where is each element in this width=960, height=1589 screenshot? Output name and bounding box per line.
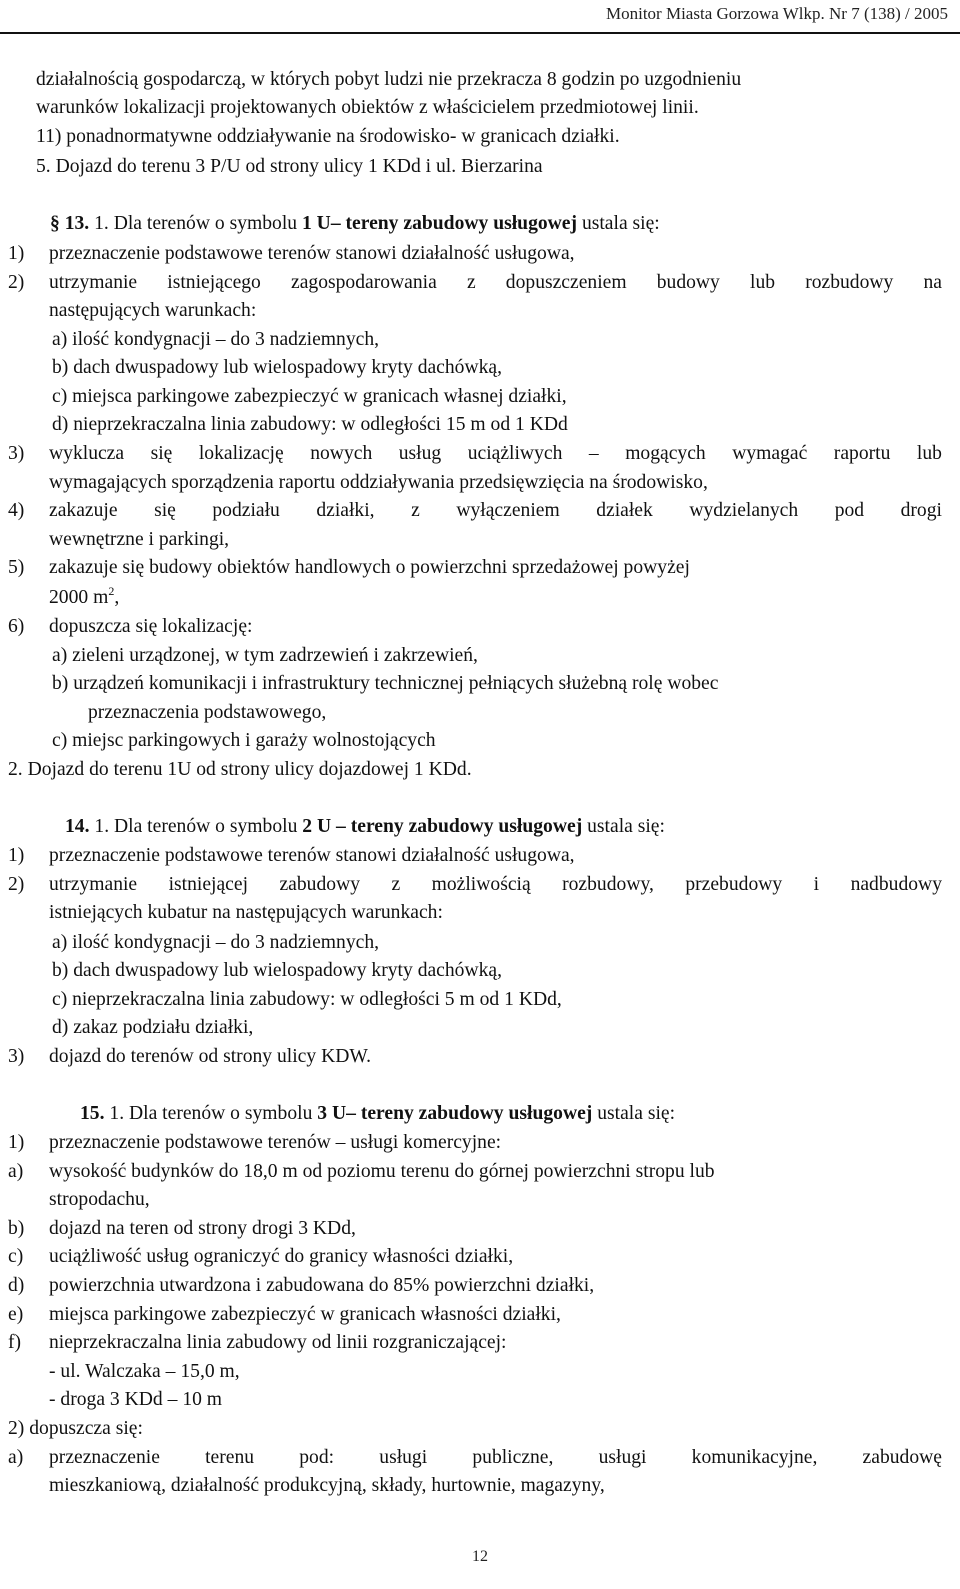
word: – — [588, 443, 599, 464]
word: publiczne, — [472, 1447, 554, 1468]
list-item: wysokość budynków do 18,0 m od poziomu terenu do górnej powierzchni stropu lub — [49, 1161, 715, 1182]
word: komunikacyjne, — [691, 1447, 818, 1468]
word: lokalizację — [198, 443, 284, 464]
sub-item: a) ilość kondygnacji – do 3 nadziemnych, — [52, 329, 380, 350]
word: drogi — [900, 500, 942, 521]
word: możliwością — [431, 874, 531, 895]
section-number: § 13. — [50, 213, 90, 234]
word: utrzymanie — [49, 272, 138, 293]
list-item-cont: 2000 $m^2$, — [49, 584, 120, 608]
list-item: nieprzekraczalna linia zabudowy od linii rozgraniczającej: — [49, 1332, 507, 1353]
sub-item: a) zieleni urządzonej, w tym zadrzewień i zakrzewień, — [52, 645, 478, 666]
zone-symbol: 3 U– tereny zabudowy usługowej — [317, 1103, 593, 1124]
list-item: przeznaczenie podstawowe terenów stanowi działalność usługowa, — [49, 243, 575, 264]
sub-item: c) nieprzekraczalna linia zabudowy: w odległości 5 m od 1 KDd, — [52, 989, 562, 1010]
sub-item: - droga 3 KDd – 10 m — [49, 1389, 223, 1410]
sub-item: b) dach dwuspadowy lub wielospadowy kryty dachówką, — [52, 357, 503, 378]
intro-line: warunków lokalizacji projektowanych obiektów z właścicielem przedmiotowej linii. — [36, 97, 699, 118]
word: się — [154, 500, 176, 521]
list-item: dojazd do terenów od strony ulicy KDW. — [49, 1046, 371, 1067]
list-item: przeznaczenie podstawowe terenów – usługi komercyjne: — [49, 1132, 502, 1153]
list-item: przeznaczenie podstawowe terenów stanowi działalność usługowa, — [49, 845, 575, 866]
word: zabudowy — [279, 874, 361, 895]
sub-item: c) miejsca parkingowe zabezpieczyć w granicach własnej działki, — [52, 386, 567, 407]
list-item — [49, 1446, 942, 1470]
list-item-cont: wymagających sporządzenia raportu oddziaływania przedsięwzięcia na środowisko, — [49, 472, 708, 493]
list-item: dopuszcza się lokalizację: — [49, 616, 253, 637]
word: zabudowę — [862, 1447, 942, 1468]
word: terenu — [205, 1447, 255, 1468]
sub-item: d) zakaz podziału działki, — [52, 1017, 254, 1038]
list-item-cont: istniejących kubatur na następujących warunkach: — [49, 902, 443, 923]
list-item-number: 1) — [8, 1132, 25, 1153]
word: lub — [916, 443, 942, 464]
sub-item: a) ilość kondygnacji – do 3 nadziemnych, — [52, 932, 380, 953]
word: wydzielanych — [689, 500, 799, 521]
list-item-number: 1) — [8, 845, 25, 866]
word: na — [923, 272, 942, 293]
list-item: zakazuje się budowy obiektów handlowych o powierzchni sprzedażowej powyżej — [49, 557, 690, 578]
list-item-number: 2) — [8, 272, 25, 293]
list-item-letter: f) — [8, 1332, 22, 1353]
word: pod — [834, 500, 865, 521]
section-13-heading: § 13. 1. Dla terenów o symbolu 1 U– tereny zabudowy usługowej ustala się: — [50, 213, 660, 234]
word: z — [391, 874, 401, 895]
word: pod: — [299, 1447, 335, 1468]
list-item — [49, 442, 942, 466]
list-item-letter: d) — [8, 1275, 25, 1296]
word: zakazuje — [49, 500, 118, 521]
word: wyklucza — [49, 443, 125, 464]
sub-item: - ul. Walczaka – 15,0 m, — [49, 1361, 240, 1382]
word: się — [150, 443, 173, 464]
list-item-letter: c) — [8, 1246, 24, 1267]
list-item-cont: wewnętrzne i parkingi, — [49, 529, 230, 550]
sub-item: b) urządzeń komunikacji i infrastruktury technicznej pełniących służebną rolę wobec — [52, 673, 719, 694]
list-item: powierzchnia utwardzona i zabudowana do 85% powierzchni działki, — [49, 1275, 595, 1296]
sub-item: b) dach dwuspadowy lub wielospadowy kryty dachówką, — [52, 960, 503, 981]
page-number: 12 — [472, 1548, 488, 1565]
list-item: uciążliwość usług ograniczyć do granicy własności działki, — [49, 1246, 514, 1267]
word: przebudowy — [685, 874, 783, 895]
sub-item-cont: przeznaczenia podstawowego, — [88, 702, 327, 723]
word: działek — [596, 500, 653, 521]
zone-symbol: 2 U – tereny zabudowy usługowej — [302, 816, 583, 837]
list-item — [49, 499, 942, 523]
word: istniejącej — [168, 874, 249, 895]
section-number: 14. — [65, 816, 90, 837]
list-item-number: 4) — [8, 500, 25, 521]
list-item-number: 1) — [8, 243, 25, 264]
list-item-cont: mieszkaniową, działalność produkcyjną, składy, hurtownie, magazyny, — [49, 1475, 605, 1496]
list-item-cont: następujących warunkach: — [49, 300, 257, 321]
list-item — [49, 271, 942, 295]
word: nowych — [310, 443, 373, 464]
list-item: dojazd na teren od strony drogi 3 KDd, — [49, 1218, 356, 1239]
list-item — [49, 873, 942, 897]
word: lub — [750, 272, 776, 293]
word: budowy — [656, 272, 720, 293]
word: usługi — [379, 1447, 428, 1468]
word: działki, — [316, 500, 375, 521]
intro-line: działalnością gospodarczą, w których pobyt ludzi nie przekracza 8 godzin po uzgodnieniu — [36, 69, 742, 90]
list-item-number: 2) — [8, 874, 25, 895]
word: rozbudowy, — [562, 874, 654, 895]
sub-item: c) miejsc parkingowych i garaży wolnostojących — [52, 730, 436, 751]
paragraph: 2) dopuszcza się: — [8, 1418, 143, 1439]
word: z — [466, 272, 476, 293]
word: mogących — [625, 443, 706, 464]
list-item-number: 6) — [8, 616, 25, 637]
list-item-number: 3) — [8, 1046, 25, 1067]
list-item-letter: a) — [8, 1161, 24, 1182]
page-header — [0, 0, 960, 34]
section-15-heading: 15. 1. Dla terenów o symbolu 3 U– tereny zabudowy usługowej ustala się: — [80, 1103, 676, 1124]
word: z — [411, 500, 420, 521]
section-14-heading: 14. 1. Dla terenów o symbolu 2 U – tereny zabudowy usługowej ustala się: — [65, 816, 665, 837]
word: istniejącego — [167, 272, 261, 293]
intro-line: 5. Dojazd do terenu 3 P/U od strony ulicy 1 KDd i ul. Bierzarina — [36, 156, 543, 177]
list-item-number: 3) — [8, 443, 25, 464]
list-item-letter: b) — [8, 1218, 25, 1239]
word: i — [813, 874, 820, 895]
word: utrzymanie — [49, 874, 138, 895]
superscript: 2 — [108, 584, 115, 598]
header-title: Monitor Miasta Gorzowa Wlkp. Nr 7 (138) / 2005 — [606, 4, 948, 23]
word: usług — [398, 443, 442, 464]
word: przeznaczenie — [49, 1447, 160, 1468]
word: wyłączeniem — [456, 500, 560, 521]
intro-line: 11) ponadnormatywne oddziaływanie na środowisko- w granicach działki. — [36, 126, 620, 147]
sub-item: d) nieprzekraczalna linia zabudowy: w odległości 15 m od 1 KDd — [52, 414, 568, 435]
word: podziału — [212, 500, 280, 521]
section-number: 15. — [80, 1103, 105, 1124]
word: dopuszczeniem — [505, 272, 627, 293]
list-item: miejsca parkingowe zabezpieczyć w granicach własności działki, — [49, 1304, 561, 1325]
word: nadbudowy — [850, 874, 942, 895]
zone-symbol: 1 U– tereny zabudowy usługowej — [301, 213, 578, 234]
word: uciążliwych — [467, 443, 563, 464]
list-item-letter: e) — [8, 1304, 24, 1325]
word: raportu — [833, 443, 891, 464]
word: zagospodarowania — [291, 272, 437, 293]
list-item-letter: a) — [8, 1447, 24, 1468]
list-item-number: 5) — [8, 557, 25, 578]
word: usługi — [598, 1447, 647, 1468]
word: rozbudowy — [805, 272, 894, 293]
paragraph: 2. Dojazd do terenu 1U od strony ulicy dojazdowej 1 KDd. — [8, 759, 472, 780]
list-item-cont: stropodachu, — [49, 1189, 150, 1210]
word: wymagać — [732, 443, 808, 464]
